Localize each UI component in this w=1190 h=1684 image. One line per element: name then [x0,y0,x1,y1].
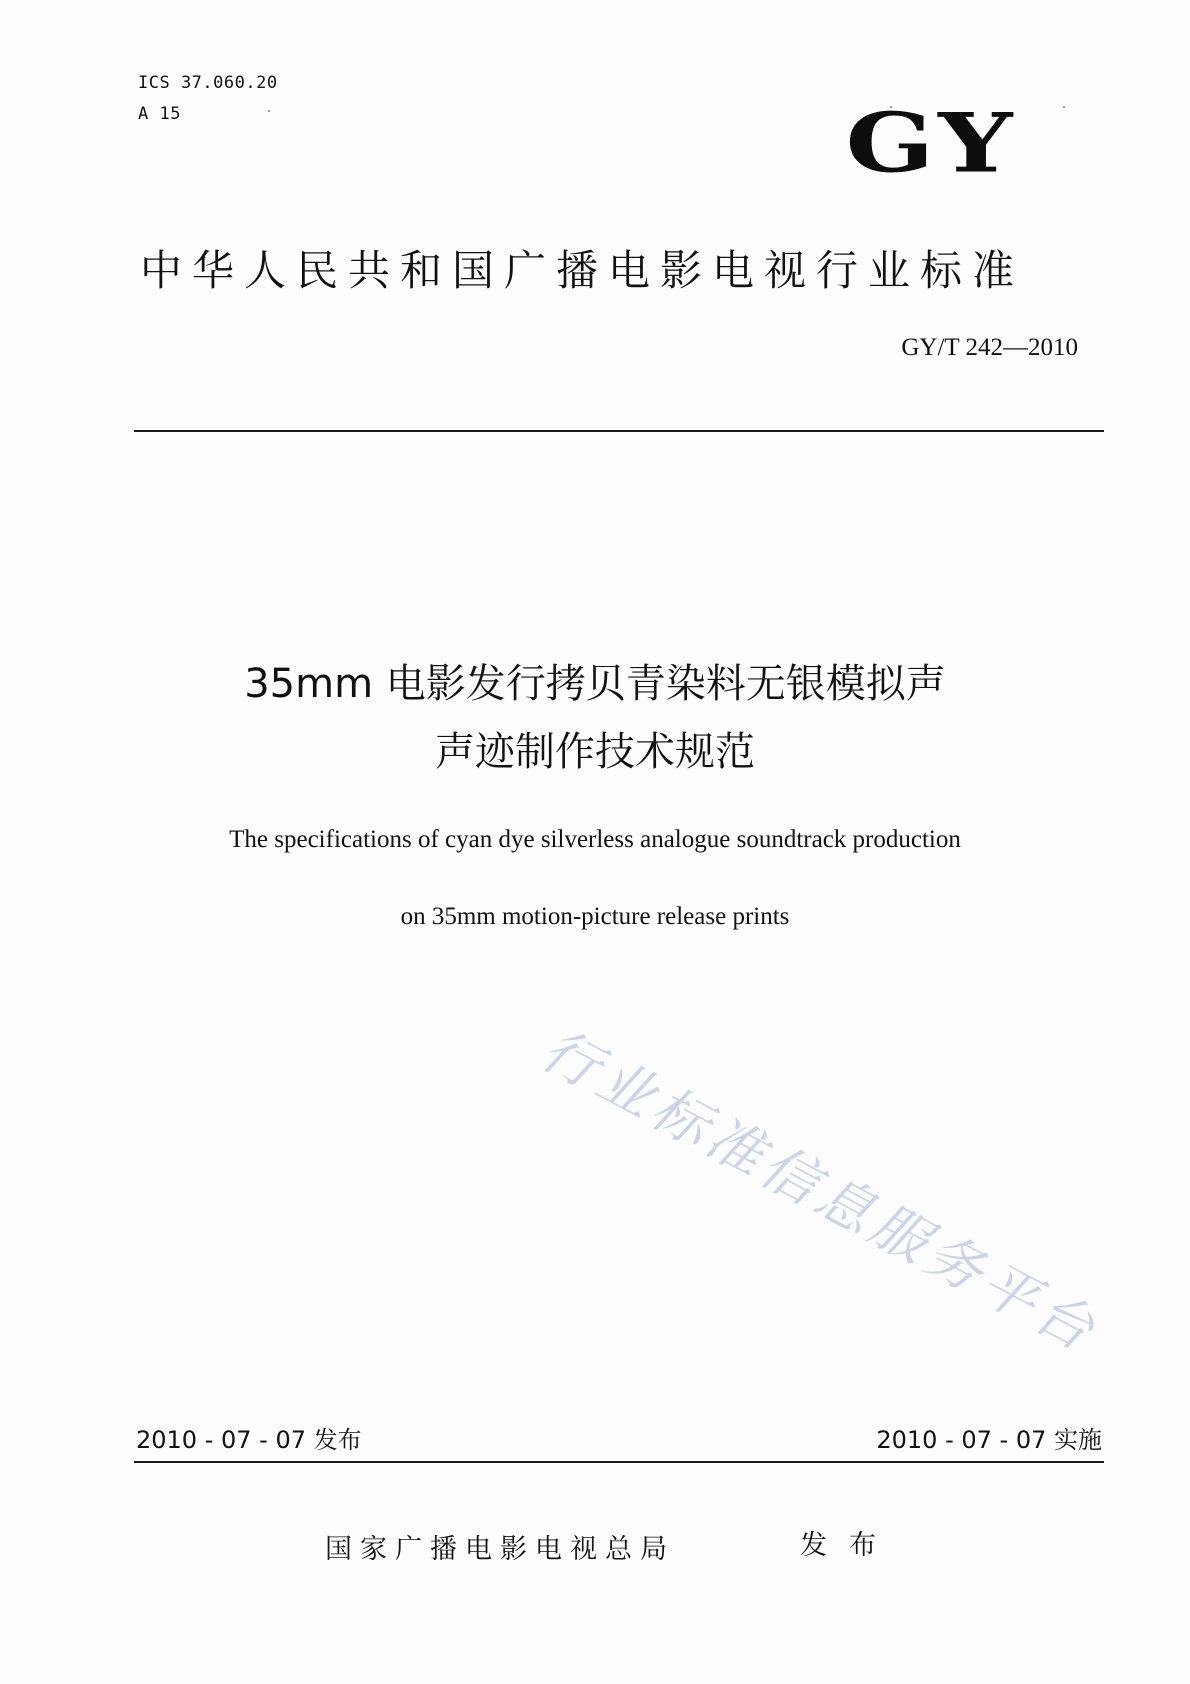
gy-logo: GY [845,94,1017,191]
english-title-line-2: on 35mm motion-picture release prints [400,903,790,930]
scan-speck [1063,106,1065,108]
classification-block [138,68,278,130]
top-divider [134,430,1104,432]
issue-label: 发布 [800,1530,898,1561]
organization-title: 中华人民共和国广播电影电视行业标准 [140,246,1025,295]
issuing-authority: 国家广播电影电视总局 [325,1534,675,1565]
watermark-text: 行业标准信息服务平台 [530,1017,1109,1366]
issue-date: 2010 - 07 - 07 发布 [136,1426,362,1454]
scan-speck [268,110,270,112]
ics-code: ICS 37.060.20 [138,73,278,93]
ccs-code: A 15 [138,104,181,124]
english-title-line-1: The specifications of cyan dye silverless analogue soundtrack production [229,826,961,853]
standard-number: GY/T 242—2010 [901,334,1078,361]
chinese-title-line-2: 声迹制作技术规范 [435,729,755,775]
chinese-title-line-1: 35mm 电影发行拷贝青染料无银模拟声 [244,661,946,707]
implementation-date: 2010 - 07 - 07 实施 [876,1426,1102,1454]
bottom-divider [134,1461,1104,1463]
